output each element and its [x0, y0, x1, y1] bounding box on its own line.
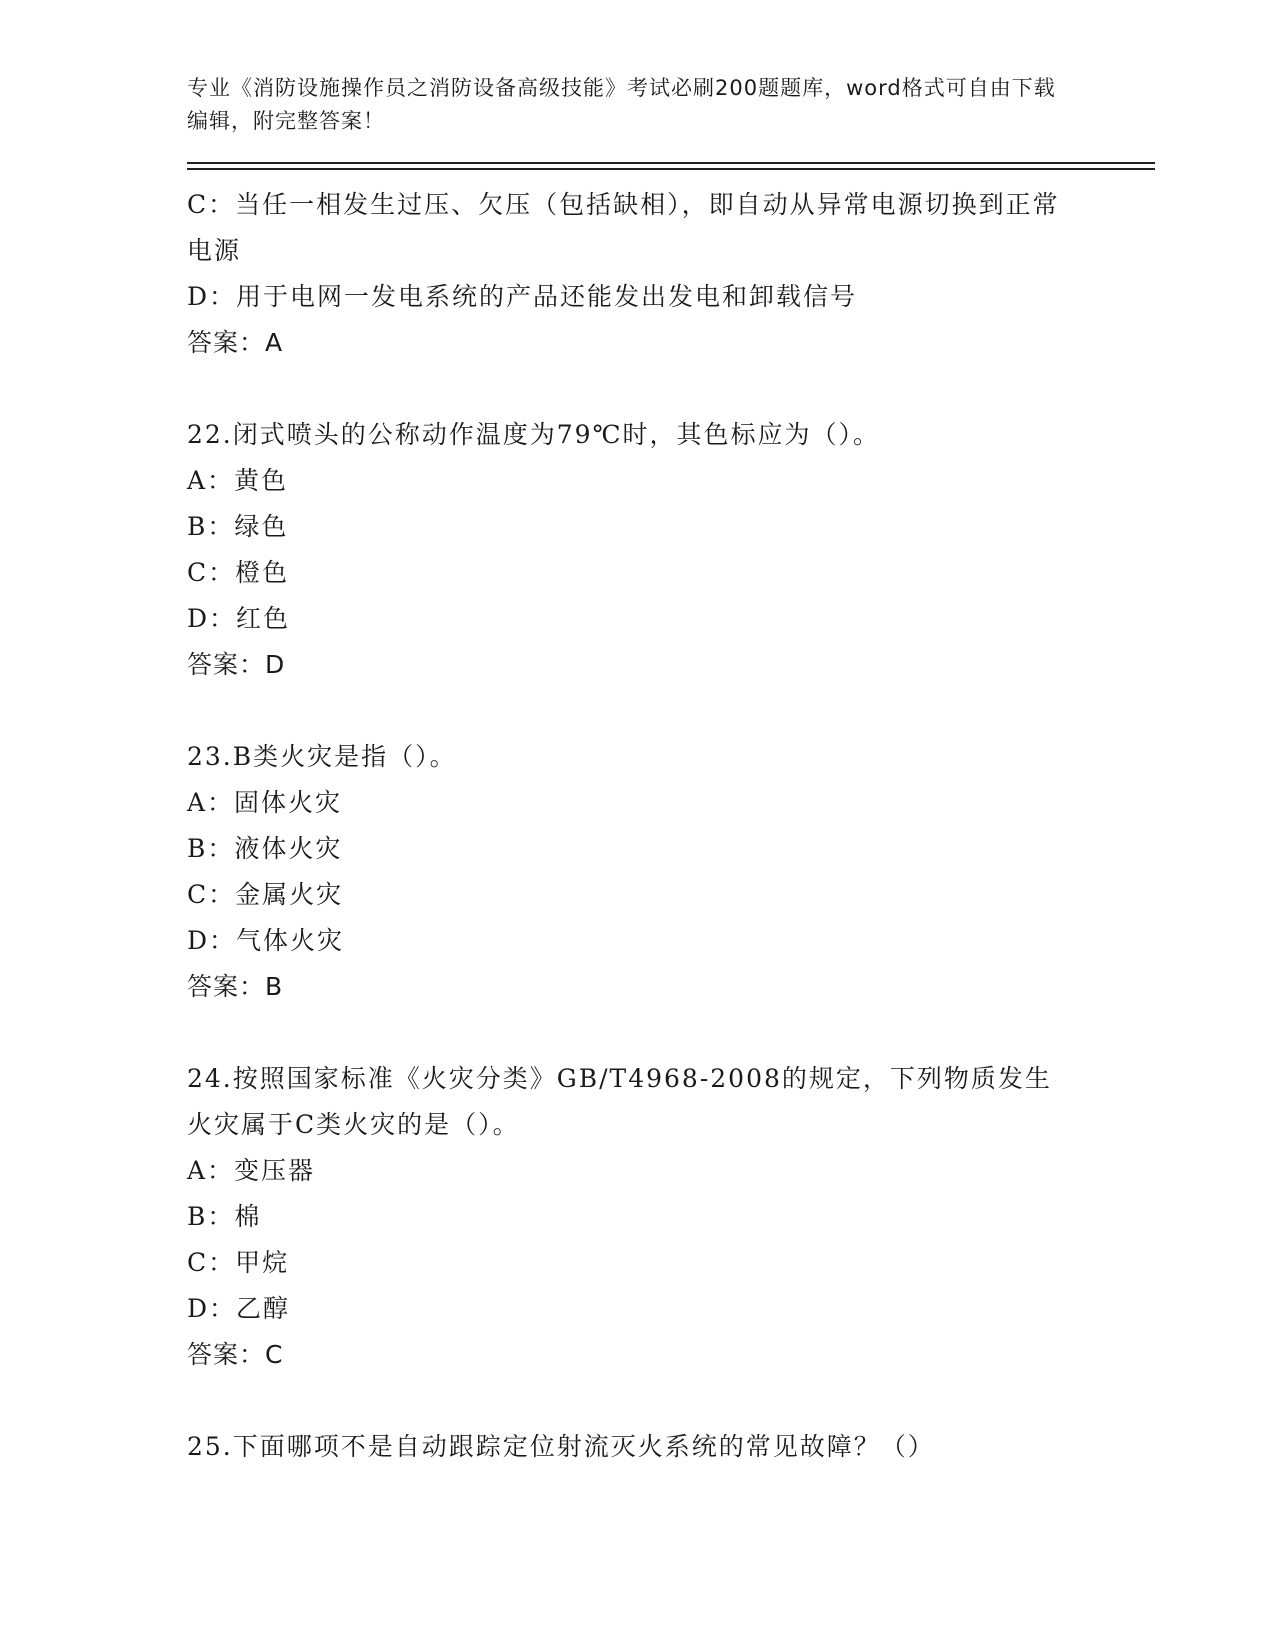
q23-option-b: B：液体火灾	[187, 834, 343, 863]
spacer	[187, 366, 1067, 412]
document-page	[187, 72, 1155, 1470]
q25-text: 25.下面哪项不是自动跟踪定位射流灭火系统的常见故障？（）	[187, 1432, 935, 1461]
q24-text: 24.按照国家标准《火灾分类》GB/T4968-2008的规定，下列物质发生火灾属于C类火灾的是（）。	[187, 1064, 1052, 1139]
q24-option-d: D：乙醇	[187, 1294, 291, 1323]
q24-answer: 答案：C	[187, 1340, 284, 1369]
spacer	[187, 688, 1067, 734]
q24-option-c: C：甲烷	[187, 1248, 290, 1277]
question-22	[187, 412, 1067, 688]
q24-option-b: B：棉	[187, 1202, 262, 1231]
question-25	[187, 1424, 1067, 1470]
document-content	[187, 182, 1067, 1470]
q23-option-c: C：金属火灾	[187, 880, 344, 909]
q23-answer: 答案：B	[187, 972, 284, 1001]
q21-option-d: D：用于电网一发电系统的产品还能发出发电和卸载信号	[187, 282, 858, 311]
q23-option-d: D：气体火灾	[187, 926, 345, 955]
q23-option-a: A：固体火灾	[187, 788, 343, 817]
q22-option-b: B：绿色	[187, 512, 289, 541]
q22-option-c: C：橙色	[187, 558, 290, 587]
q23-text: 23.B类火灾是指（）。	[187, 742, 457, 771]
q22-answer: 答案：D	[187, 650, 286, 679]
q22-text: 22.闭式喷头的公称动作温度为79℃时，其色标应为（）。	[187, 420, 881, 449]
q22-option-d: D：红色	[187, 604, 291, 633]
header-divider	[187, 162, 1155, 170]
q24-option-a: A：变压器	[187, 1156, 316, 1185]
q22-option-a: A：黄色	[187, 466, 289, 495]
q21-option-c: C：当任一相发生过压、欠压（包括缺相），即自动从异常电源切换到正常电源	[187, 190, 1060, 265]
question-24	[187, 1056, 1067, 1378]
spacer	[187, 1010, 1067, 1056]
document-header-title: 专业《消防设施操作员之消防设备高级技能》考试必刷200题题库，word格式可自由下载编辑，附完整答案！	[187, 76, 1056, 133]
spacer	[187, 1378, 1067, 1424]
q21-answer: 答案：A	[187, 328, 284, 357]
question-23	[187, 734, 1067, 1010]
